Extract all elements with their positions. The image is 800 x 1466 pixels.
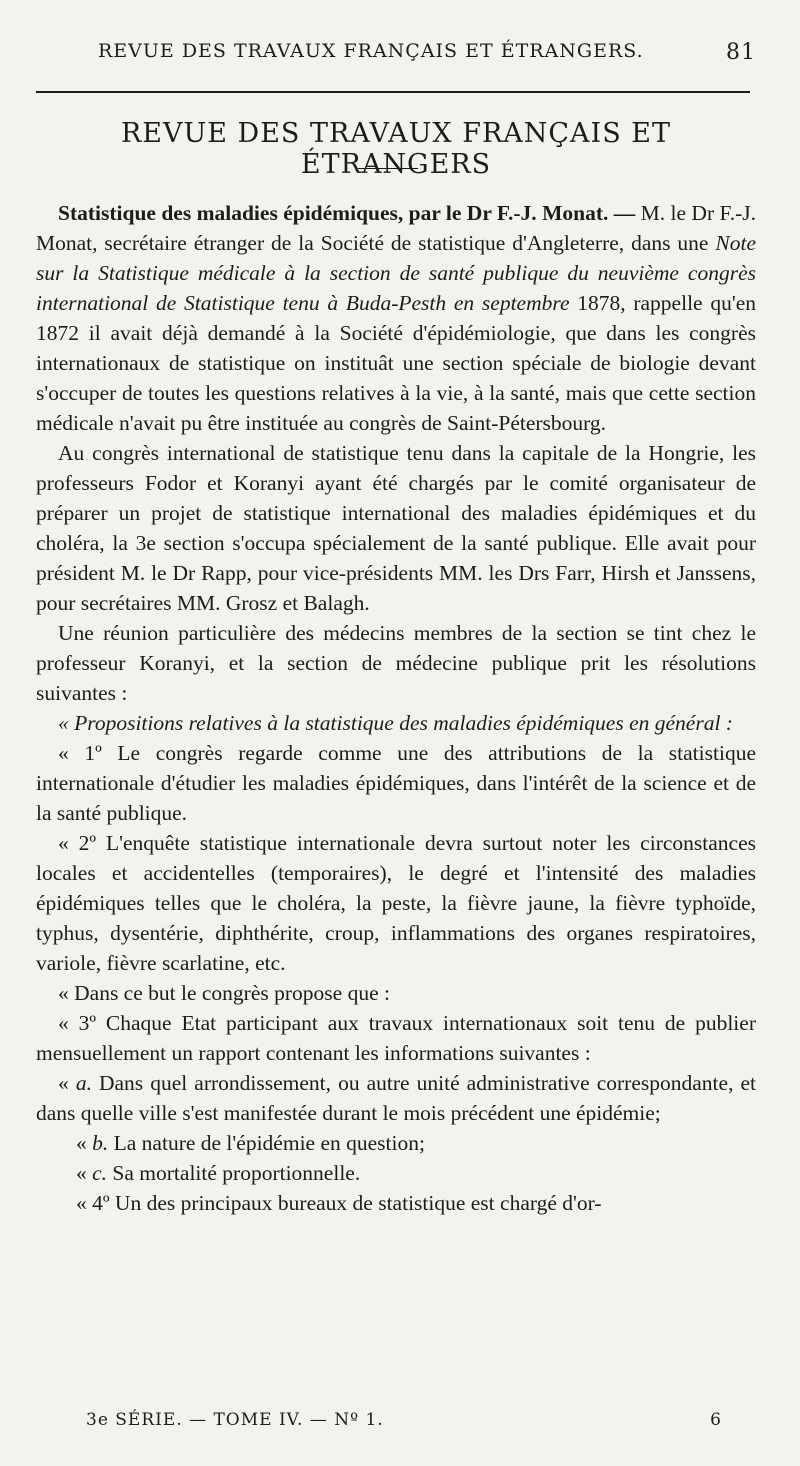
signature-mark: 6 bbox=[710, 1410, 722, 1430]
header-rule bbox=[36, 91, 750, 93]
item-c-quote: « bbox=[76, 1161, 93, 1185]
paragraph-5: « 1º Le congrès regarde comme une des attributions de la statistique internationale d'étudier les maladies épidémiques, dans l'intérêt de la science et de la santé publique. bbox=[36, 741, 756, 825]
running-head-title: REVUE DES TRAVAUX FRANÇAIS ET ÉTRANGERS. bbox=[98, 40, 644, 62]
item-c-text: Sa mortalité proportionnelle. bbox=[107, 1161, 361, 1185]
running-head bbox=[36, 40, 756, 68]
paragraph-2: Au congrès international de statistique tenu dans la capitale de la Hongrie, les professeurs Fodor et Koranyi ayant été chargés par le comité organisateur de préparer un projet de statistique international des maladies épidémiques et du choléra, la 3e section s'occupa spécialement de la santé publique. Elle avait pour président M. le Dr Rapp, pour vice-présidents MM. les Drs Farr, Hirsh et Janssens, pour secrétaires MM. Grosz et Balagh. bbox=[36, 441, 756, 615]
paragraph-12: « 4º Un des principaux bureaux de statistique est chargé d'or- bbox=[76, 1191, 602, 1215]
paragraph-7: « Dans ce but le congrès propose que : bbox=[58, 981, 390, 1005]
item-b-text: La nature de l'épidémie en question; bbox=[108, 1131, 425, 1155]
item-a-letter: a. bbox=[75, 1071, 92, 1095]
item-b-letter: b. bbox=[92, 1131, 109, 1155]
cited-work: Note sur la Statistique médicale à la section de santé publique du neuvième congrès international de Statistique tenu à Buda-Pesth en septembre bbox=[36, 231, 756, 315]
paragraph-1-start: M. le Dr F.-J. Monat, secrétaire étranger de la Société de statistique d'Angleterre, dans une bbox=[36, 201, 756, 255]
item-a-quote: « bbox=[58, 1071, 76, 1095]
item-c bbox=[36, 1158, 756, 1188]
paragraph-3: Une réunion particulière des médecins membres de la section se tint chez le professeur Koranyi, et la section de médecine publique prit les résolutions suivantes : bbox=[36, 621, 756, 705]
propositions-heading: « Propositions relatives à la statistique des maladies épidémiques en général : bbox=[58, 711, 733, 735]
article-byline: par le Dr F.-J. Monat. — bbox=[403, 201, 636, 225]
item-b-quote: « bbox=[76, 1131, 93, 1155]
paragraph-8: « 3º Chaque Etat participant aux travaux internationaux soit tenu de publier mensuellement un rapport contenant les informations suivantes : bbox=[36, 1011, 756, 1065]
paragraph-4 bbox=[36, 708, 756, 738]
item-a bbox=[36, 1068, 756, 1128]
page-number: 81 bbox=[726, 40, 756, 65]
paragraph-6: « 2º L'enquête statistique internationale devra surtout noter les circonstances locales et accidentelles (temporaires), le degré et l'intensité des maladies épidémiques telles que le choléra, la peste, la fièvre jaune, la fièvre typhoïde, typhus, dysentérie, diphthérite, croup, inflammations des organes respiratoires, variole, fièvre scarlatine, etc. bbox=[36, 831, 756, 975]
item-c-letter: c. bbox=[92, 1161, 108, 1185]
item-b bbox=[36, 1128, 756, 1158]
article-title: Statistique des maladies épidémiques, bbox=[58, 201, 404, 225]
section-heading: REVUE DES TRAVAUX FRANÇAIS ET ÉTRANGERS bbox=[120, 118, 672, 180]
paragraph-1 bbox=[36, 198, 756, 438]
heading-rule bbox=[358, 168, 418, 169]
article-body bbox=[36, 198, 756, 1218]
series-info: 3e SÉRIE. — TOME IV. — Nº 1. bbox=[86, 1410, 384, 1430]
paragraph-1-end: 1878, rappelle qu'en 1872 il avait déjà demandé à la Société d'épidémiologie, que dans les congrès internationaux de statistique on instituât une section spéciale de biologie devant s'occuper de toutes les questions relatives à la vie, à la santé, mais que cette section médicale n'avait pu être instituée au congrès de Saint-Pétersbourg. bbox=[36, 291, 756, 435]
item-a-text: Dans quel arrondissement, ou autre unité administrative correspondante, et dans quelle ville s'est manifestée durant le mois précédent une épidémie; bbox=[36, 1071, 757, 1125]
